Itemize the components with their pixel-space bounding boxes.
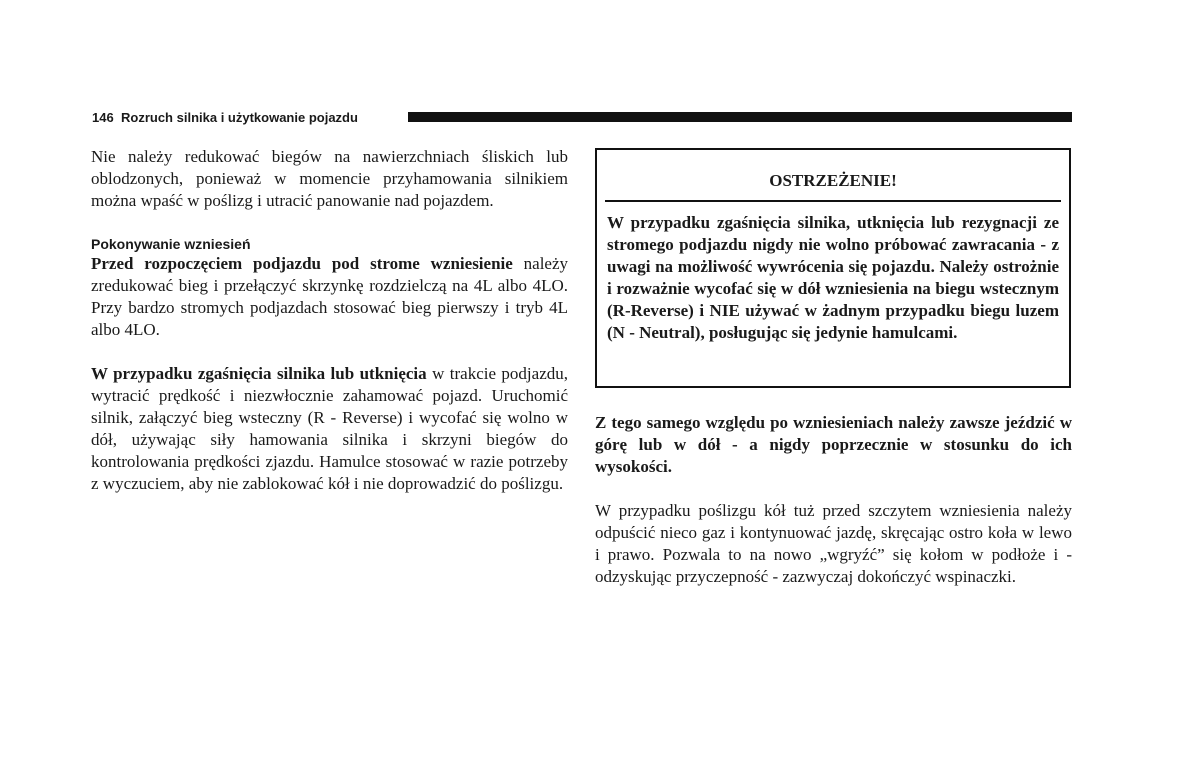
paragraph-wheelspin: W przypadku poślizgu kół tuż przed szczytem wzniesienia należy odpuścić nieco gaz i kontynuować jazdę, skręcając ostro koła w lewo i prawo. Pozwala to na nowo „wgryźć” się kołom w podłoże i - odzyskując przyczepność - zazwyczaj dokończyć wspinaczki. — [595, 501, 1072, 586]
paragraph-direction: Z tego samego względu po wzniesieniach należy zawsze jeździć w górę lub w dół - a nigdy poprzecznie w stosunku do ich wysokości. — [595, 413, 1072, 476]
page-number: 146 — [92, 110, 114, 125]
paragraph-downshift: Nie należy redukować biegów na nawierzchniach śliskich lub oblodzonych, ponieważ w momencie przyhamowania silnikiem można wpaść w poślizg i utracić panowanie nad pojazdem. — [91, 147, 568, 210]
page-header — [92, 109, 1072, 127]
section-title: Rozruch silnika i użytkowanie pojazdu — [121, 110, 358, 125]
paragraph-stall — [91, 363, 568, 495]
warning-title: OSTRZEŻENIE! — [769, 171, 897, 190]
header-rule — [408, 112, 1072, 122]
section-heading: Pokonywanie wzniesień — [91, 236, 251, 252]
right-column — [595, 412, 1072, 588]
warning-divider — [605, 200, 1061, 202]
warning-box — [595, 148, 1071, 388]
left-column — [91, 146, 568, 495]
paragraph-stall-text: w trakcie podjazdu, wytracić prędkość i niezwłocznie zahamować pojazd. Uruchomić silnik, załączyć bieg wsteczny (R - Reverse) i wycofać się wolno w dół, używając siły hamowania silnika i skrzyni biegów do kontrolowania prędkości zjazdu. Hamulce stosować w razie potrzeby z wyczuciem, aby nie zablokować kół i nie doprowadzić do poślizgu. — [91, 364, 568, 493]
paragraph-before-climb-lead: Przed rozpoczęciem podjazdu pod strome wzniesienie — [91, 254, 513, 273]
paragraph-before-climb-text: należy zredukować bieg i przełączyć skrzynkę rozdzielczą na 4L albo 4LO. Przy bardzo stromych podjazdach stosować bieg pierwszy i tryb 4L albo 4LO. — [91, 254, 569, 339]
warning-text: W przypadku zgaśnięcia silnika, utknięcia lub rezygnacji ze stromego podjazdu nigdy nie wolno próbować zawracania - z uwagi na możliwość wywrócenia się pojazdu. Należy ostrożnie i rozważnie wycofać się w dół wzniesienia na biegu wstecznym (R-Reverse) i NIE używać w żadnym przypadku biegu luzem (N - Neutral), posługując się jedynie hamulcami. — [607, 213, 1059, 342]
paragraph-stall-lead: W przypadku zgaśnięcia silnika lub utknięcia — [91, 364, 427, 383]
paragraph-before-climb — [91, 253, 568, 341]
